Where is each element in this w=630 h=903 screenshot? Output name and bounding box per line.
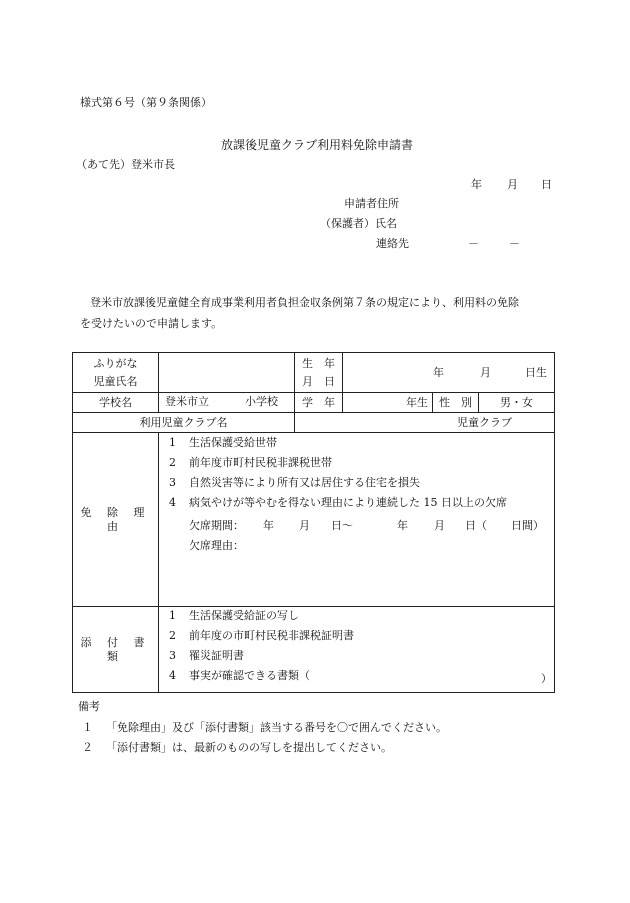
absence-period[interactable] <box>159 516 554 536</box>
contact-dash-1: － <box>468 237 479 250</box>
attachment-text: 前年度の市町村民税非課税証明書 <box>189 629 354 642</box>
attachment-row <box>73 607 555 693</box>
reason-num: 3 <box>169 476 176 489</box>
absence-period-label: 欠席期間： <box>189 519 244 532</box>
absence-reason[interactable] <box>159 536 554 556</box>
reason-text: 病気やけが等やむを得ない理由により連続した 15 日以上の欠席 <box>189 496 507 509</box>
note-num: １ <box>82 721 93 734</box>
child-name-label-cell <box>73 353 159 393</box>
attachment-text: 事実が確認できる書類（ <box>189 669 310 682</box>
reason-label: 免 除 理 由 <box>73 433 159 607</box>
note-num: ２ <box>82 741 93 754</box>
date-day-label: 日 <box>541 178 552 191</box>
statement-line-2: を受けたいので申請します。 <box>80 317 223 330</box>
attachment-num: 1 <box>169 609 176 622</box>
date-month-label: 月 <box>507 178 518 191</box>
child-name-label: 児童氏名 <box>93 374 138 388</box>
name-row <box>73 353 555 393</box>
attachment-item[interactable] <box>159 629 554 649</box>
contact-label: 連絡先 <box>376 237 409 250</box>
reason-row <box>73 433 555 607</box>
birthdate-field[interactable] <box>343 353 555 393</box>
grade-unit: 年生 <box>406 395 428 409</box>
attachment-label: 添 付 書 類 <box>73 607 159 693</box>
school-prefix: 登米市立 <box>165 395 209 408</box>
club-suffix: 児童クラブ <box>457 415 513 429</box>
attachment-item[interactable] <box>159 609 554 629</box>
attachment-field[interactable] <box>159 607 555 693</box>
gender-label: 性 別 <box>433 393 479 413</box>
attachment-text: 罹災証明書 <box>189 649 244 662</box>
addressee: （あて先）登米市長 <box>76 158 175 171</box>
grade-label: 学 年 <box>295 393 343 413</box>
birthdate-label-cell <box>295 353 343 393</box>
grade-field[interactable] <box>343 393 433 413</box>
absence-month-1: 月 <box>299 519 310 532</box>
reason-item[interactable] <box>159 476 554 496</box>
school-row <box>73 393 555 413</box>
birth-day-unit: 日生 <box>525 366 547 379</box>
reason-item[interactable] <box>159 496 554 516</box>
club-field[interactable] <box>295 413 555 433</box>
birth-year-unit: 年 <box>433 366 444 379</box>
attachment-close-paren: ） <box>541 672 552 685</box>
page-title: 放課後児童クラブ利用料免除申請書 <box>221 138 414 152</box>
absence-days: 日間） <box>511 519 544 532</box>
reason-text: 生活保護受給世帯 <box>189 436 277 449</box>
reason-text: 自然災害等により所有又は居住する住宅を損失 <box>189 476 420 489</box>
attachment-item[interactable] <box>159 669 554 689</box>
reason-field[interactable] <box>159 433 555 607</box>
form-number: 様式第６号（第９条関係） <box>80 96 212 109</box>
attachment-item[interactable] <box>159 649 554 669</box>
absence-day-1: 日～ <box>331 519 353 532</box>
note-text: 「添付書類」は、最新のものの写しを提出してください。 <box>106 741 392 754</box>
statement-line-1: 登米市放課後児童健全育成事業利用者負担金収条例第７条の規定により、利用料の免除 <box>90 296 519 309</box>
absence-reason-label: 欠席理由： <box>189 539 244 552</box>
note-text: 「免除理由」及び「添付書類」該当する番号を〇で囲んでください。 <box>106 721 447 734</box>
club-row <box>73 413 555 433</box>
application-table <box>72 352 555 693</box>
birthdate-label-1: 生 年 <box>302 356 335 370</box>
reason-text: 前年度市町村民税非課税世帯 <box>189 456 332 469</box>
furigana-label: ふりがな <box>93 356 138 370</box>
birth-month-unit: 月 <box>480 366 491 379</box>
attachment-text: 生活保護受給証の写し <box>189 609 299 622</box>
reason-num: 1 <box>169 436 176 449</box>
absence-day-2: 日（ <box>465 519 487 532</box>
reason-num: 2 <box>169 456 176 469</box>
reason-num: 4 <box>169 496 176 509</box>
school-field[interactable] <box>159 393 295 413</box>
notes-heading: 備考 <box>78 700 100 713</box>
attachment-num: 3 <box>169 649 176 662</box>
absence-year-2: 年 <box>397 519 408 532</box>
attachment-num: 4 <box>169 669 176 682</box>
school-label: 学校名 <box>73 393 159 413</box>
guardian-name-label: （保護者）氏名 <box>320 217 397 230</box>
applicant-address-label: 申請者住所 <box>344 197 399 210</box>
attachment-num: 2 <box>169 629 176 642</box>
club-label: 利用児童クラブ名 <box>73 413 295 433</box>
reason-item[interactable] <box>159 436 554 456</box>
contact-dash-2: － <box>509 237 520 250</box>
birthdate-label-2: 月 日 <box>302 374 335 388</box>
school-suffix: 小学校 <box>245 395 278 408</box>
child-name-field[interactable] <box>159 353 295 393</box>
gender-field[interactable]: 男・女 <box>479 393 555 413</box>
absence-year-1: 年 <box>263 519 274 532</box>
absence-month-2: 月 <box>434 519 445 532</box>
reason-item[interactable] <box>159 456 554 476</box>
date-year-label: 年 <box>471 178 482 191</box>
